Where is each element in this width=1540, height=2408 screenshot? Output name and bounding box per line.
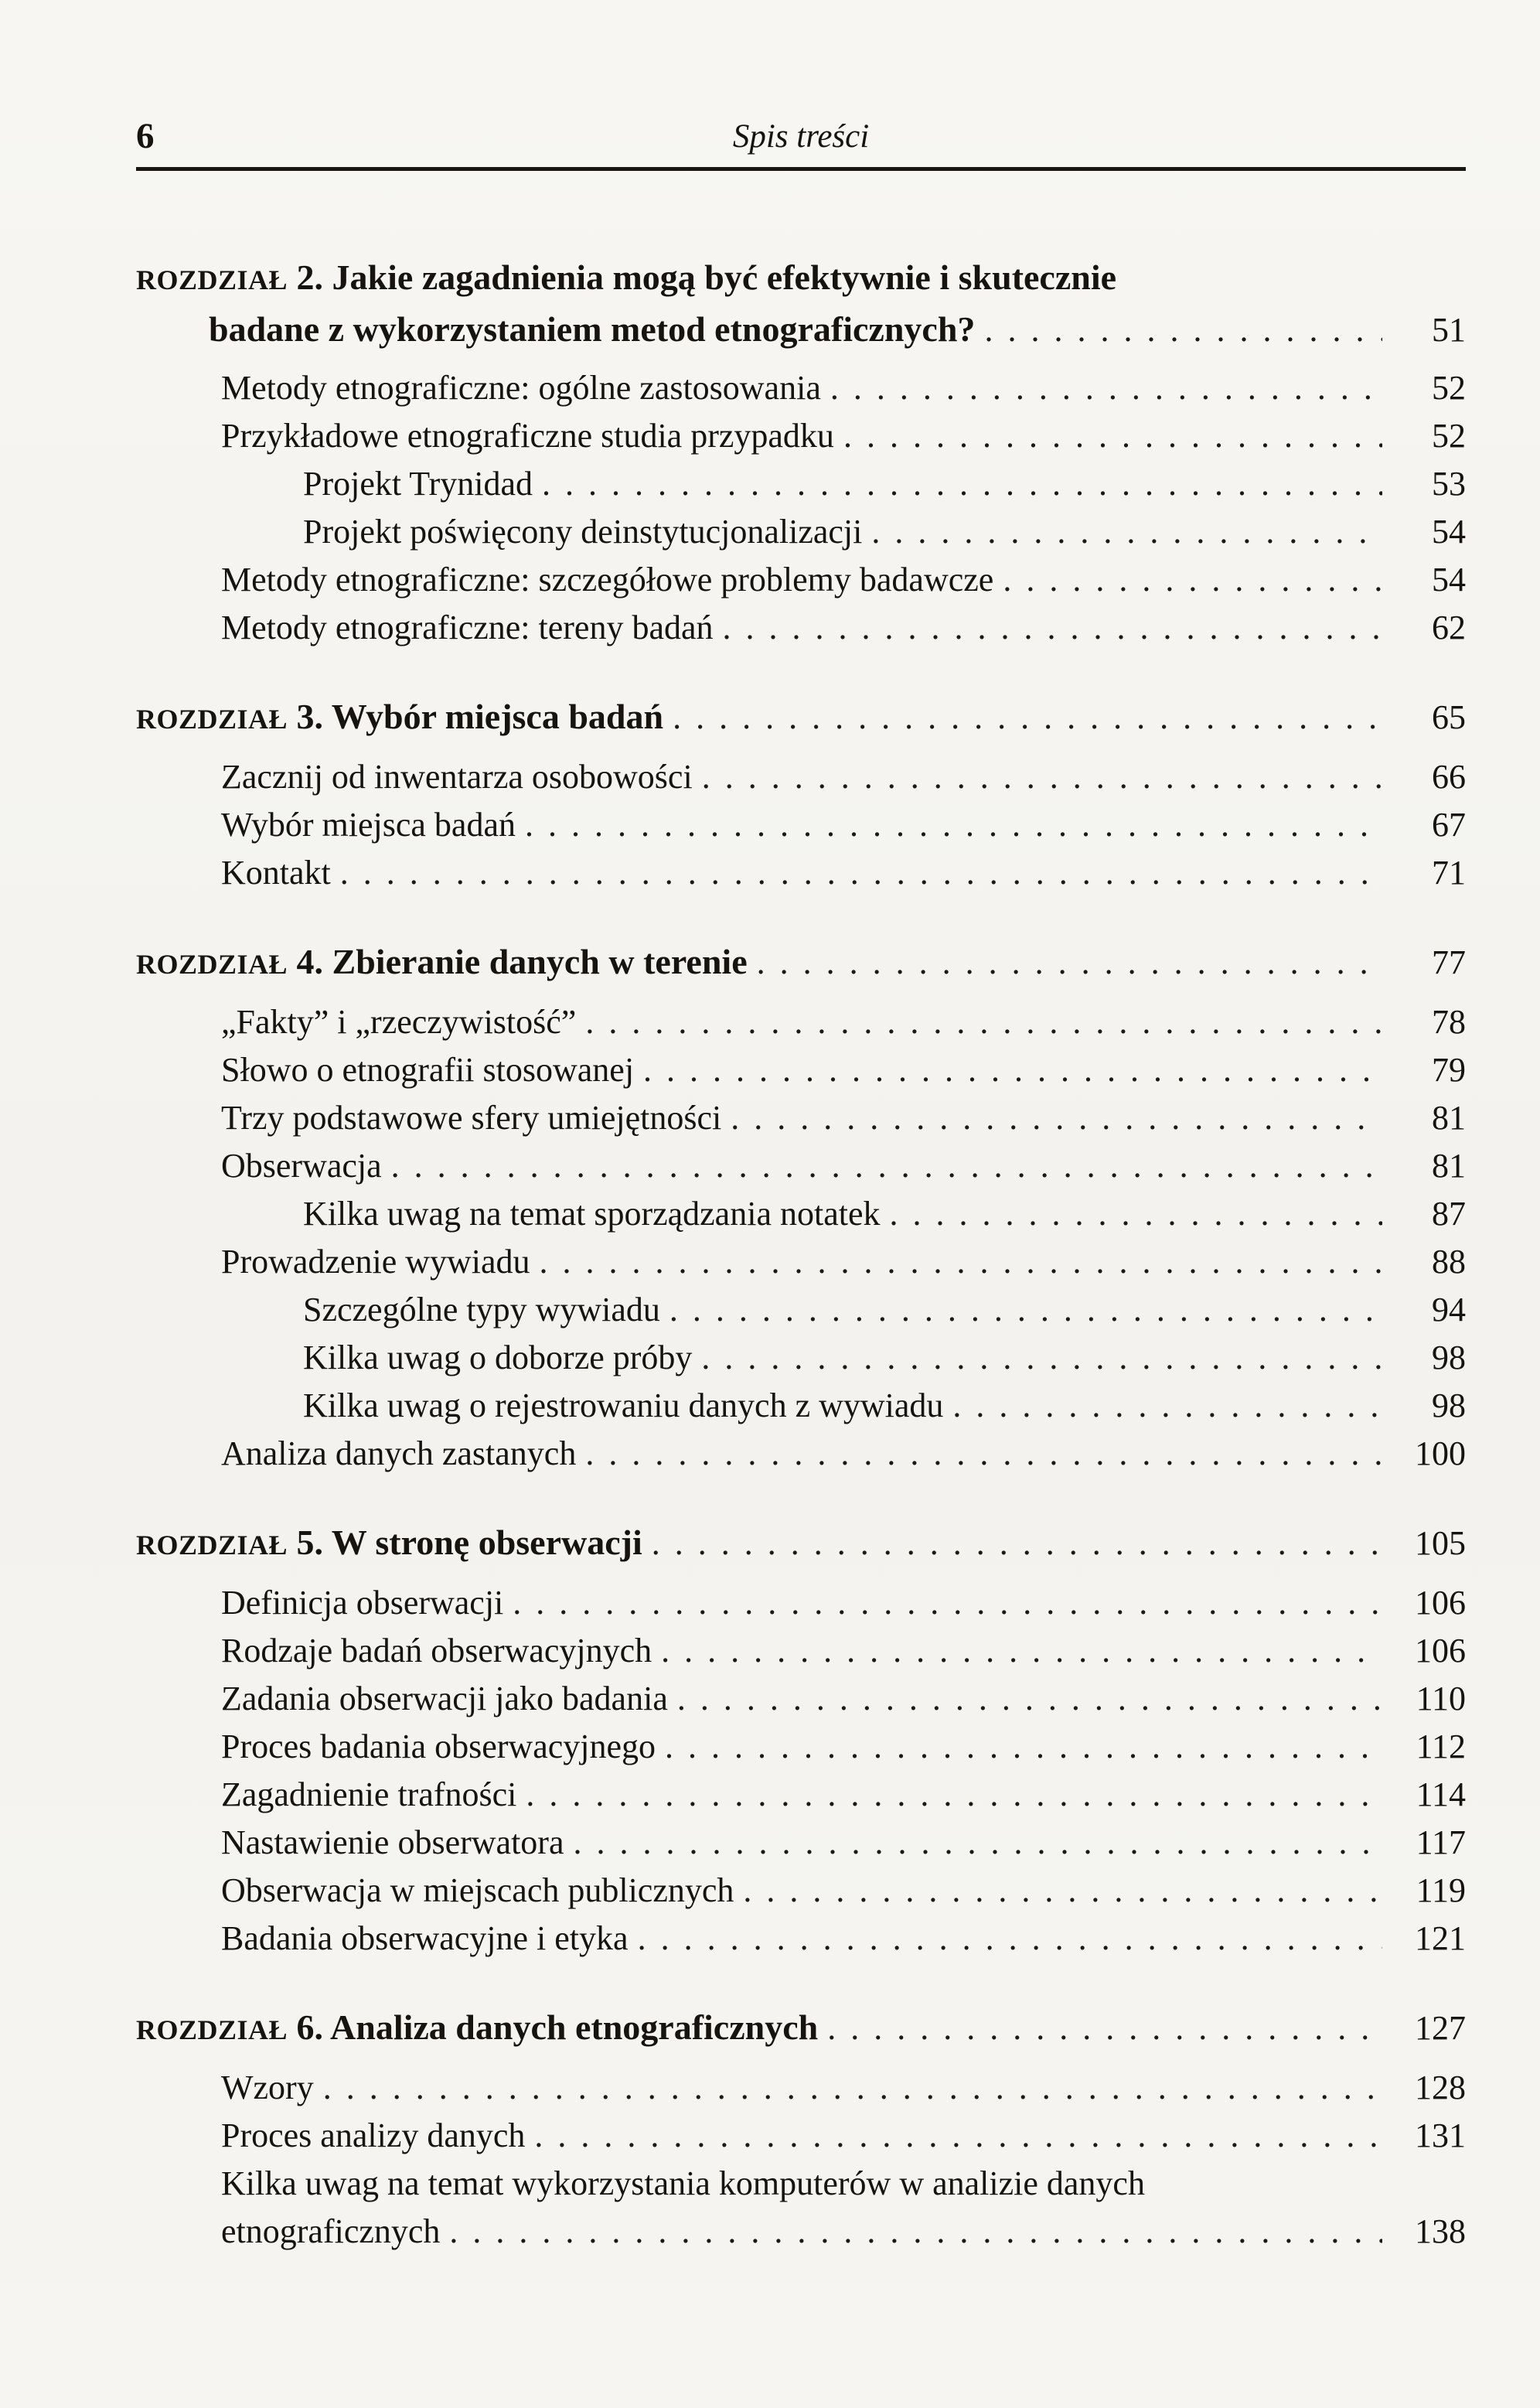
- toc-line: [136, 753, 1466, 801]
- page-ref: 127: [1415, 2009, 1466, 2047]
- toc-entry: [136, 604, 1466, 652]
- dot-leader: [449, 2208, 1382, 2256]
- entry-title: Proces analizy danych: [221, 2116, 526, 2154]
- running-title: Spis treści: [732, 118, 870, 155]
- dot-leader: [391, 1142, 1382, 1190]
- dot-leader: [525, 801, 1382, 849]
- toc-list: [136, 171, 1466, 2256]
- dot-leader: [701, 1334, 1382, 1382]
- dot-leader: [573, 1819, 1382, 1867]
- toc-line: [136, 1867, 1466, 1915]
- toc-line: [136, 1771, 1466, 1819]
- dot-leader: [542, 460, 1382, 508]
- toc-line: [136, 2160, 1466, 2208]
- toc-line: [136, 692, 1466, 744]
- chapter-number: 5.: [288, 1523, 332, 1562]
- chapter-title: ROZDZIAŁ 5. W stronę obserwacji: [136, 1523, 642, 1562]
- dot-leader: [723, 604, 1383, 652]
- dot-leader: [673, 693, 1382, 742]
- toc-entry: [136, 801, 1466, 849]
- entry-title: Słowo o etnografii stosowanej: [221, 1051, 635, 1089]
- page-ref: 131: [1415, 2116, 1466, 2154]
- toc-line: [136, 253, 1466, 305]
- toc-entry: [136, 1190, 1466, 1238]
- toc-entry: [136, 460, 1466, 508]
- dot-leader: [757, 938, 1382, 987]
- toc-entry: [136, 1771, 1466, 1819]
- page-ref: 79: [1432, 1051, 1466, 1089]
- entry-title: Kilka uwag na temat sporządzania notatek: [303, 1195, 881, 1233]
- toc-section: [136, 253, 1466, 652]
- page-ref: 67: [1432, 806, 1466, 844]
- toc-line: [136, 556, 1466, 604]
- dot-leader: [889, 1190, 1382, 1238]
- entry-title: Projekt Trynidad: [303, 465, 533, 503]
- entry-title: Szczególne typy wywiadu: [303, 1291, 660, 1328]
- entry-title: Kilka uwag o doborze próby: [303, 1339, 693, 1376]
- dot-leader: [652, 1519, 1382, 1568]
- dot-leader: [871, 508, 1382, 556]
- toc-entry: [136, 1915, 1466, 1963]
- entry-title: Kilka uwag na temat wykorzystania komputerów w analizie danych: [221, 2164, 1145, 2202]
- toc-line: [136, 1382, 1466, 1430]
- toc-line: [136, 1518, 1466, 1570]
- entry-title: etnograficznych: [221, 2212, 441, 2250]
- toc-entry: [136, 556, 1466, 604]
- toc-line: [136, 801, 1466, 849]
- toc-section: [136, 937, 1466, 1478]
- dot-leader: [743, 1867, 1382, 1915]
- toc-line: [136, 937, 1466, 989]
- page-ref: 106: [1415, 1584, 1466, 1622]
- toc-entry: [136, 998, 1466, 1046]
- toc-chapter-heading: [136, 692, 1466, 744]
- chapter-title: ROZDZIAŁ 3. Wybór miejsca badań: [136, 697, 664, 736]
- page-ref: 87: [1432, 1195, 1466, 1233]
- toc-section: [136, 2003, 1466, 2256]
- page-ref: 106: [1415, 1632, 1466, 1670]
- toc-line: [136, 412, 1466, 460]
- page-header: [136, 116, 1466, 158]
- toc-chapter-heading: [136, 2003, 1466, 2055]
- chapter-title: ROZDZIAŁ 2. Jakie zagadnienia mogą być efektywnie i skutecznie: [136, 258, 1117, 297]
- dot-leader: [843, 412, 1382, 460]
- dot-leader: [984, 305, 1382, 355]
- toc-line: [136, 1238, 1466, 1286]
- toc-line: [136, 2064, 1466, 2112]
- entry-title: Zadania obserwacji jako badania: [221, 1680, 668, 1717]
- toc-entry: [136, 1286, 1466, 1334]
- dot-leader: [827, 2004, 1382, 2053]
- toc-line: [136, 1286, 1466, 1334]
- entry-title: Projekt poświęcony deinstytucjonalizacji: [303, 513, 863, 551]
- toc-chapter-heading: [136, 253, 1466, 355]
- toc-line: [136, 1915, 1466, 1963]
- dot-leader: [1003, 556, 1382, 604]
- dot-leader: [669, 1286, 1382, 1334]
- chapter-kicker: ROZDZIAŁ: [136, 1530, 288, 1560]
- toc-line: [136, 2003, 1466, 2055]
- toc-entry: [136, 1238, 1466, 1286]
- chapter-title: badane z wykorzystaniem metod etnograficznych?: [209, 309, 976, 349]
- entry-title: Analiza danych zastanych: [221, 1434, 577, 1472]
- page-ref: 52: [1432, 417, 1466, 455]
- dot-leader: [731, 1094, 1382, 1142]
- toc-line: [136, 364, 1466, 412]
- entry-title: Wzory: [221, 2069, 314, 2106]
- toc-line: [136, 1046, 1466, 1094]
- toc-entry: [136, 508, 1466, 556]
- entry-title: Prowadzenie wywiadu: [221, 1243, 530, 1281]
- page-ref: 117: [1416, 1823, 1466, 1861]
- page-ref: 128: [1415, 2069, 1466, 2106]
- toc-line: [136, 1430, 1466, 1478]
- page-ref: 119: [1416, 1871, 1466, 1909]
- page-ref: 62: [1432, 609, 1466, 646]
- toc-entry: [136, 412, 1466, 460]
- dot-leader: [677, 1675, 1382, 1723]
- dot-leader: [585, 998, 1382, 1046]
- toc-entry: [136, 1819, 1466, 1867]
- page-ref: 98: [1432, 1339, 1466, 1376]
- toc-entry: [136, 1142, 1466, 1190]
- toc-entry: [136, 1382, 1466, 1430]
- page-ref: 114: [1416, 1775, 1466, 1813]
- toc-line: [136, 305, 1466, 355]
- page-ref: 88: [1432, 1243, 1466, 1281]
- dot-leader: [534, 2112, 1382, 2160]
- chapter-kicker: ROZDZIAŁ: [136, 704, 288, 735]
- dot-leader: [702, 753, 1382, 801]
- toc-entry: [136, 1723, 1466, 1771]
- page-ref: 71: [1432, 854, 1466, 892]
- entry-title: Trzy podstawowe sfery umiejętności: [221, 1099, 722, 1137]
- entry-title: Obserwacja: [221, 1147, 382, 1185]
- toc-entry: [136, 753, 1466, 801]
- toc-chapter-heading: [136, 937, 1466, 989]
- toc-entry: [136, 364, 1466, 412]
- toc-entry: [136, 2160, 1466, 2256]
- entry-title: Metody etnograficzne: ogólne zastosowania: [221, 369, 821, 407]
- toc-chapter-heading: [136, 1518, 1466, 1570]
- entry-title: Rodzaje badań obserwacyjnych: [221, 1632, 652, 1670]
- page-ref: 98: [1432, 1386, 1466, 1424]
- toc-entry: [136, 1046, 1466, 1094]
- dot-leader: [585, 1430, 1382, 1478]
- chapter-number: 2.: [288, 258, 332, 297]
- entry-title: Przykładowe etnograficzne studia przypadku: [221, 417, 834, 455]
- page-ref: 81: [1432, 1147, 1466, 1185]
- toc-entry: [136, 2112, 1466, 2160]
- toc-line: [136, 1579, 1466, 1627]
- toc-line: [136, 1627, 1466, 1675]
- toc-entry: [136, 1579, 1466, 1627]
- page-number: 6: [136, 116, 155, 156]
- page-ref: 54: [1432, 561, 1466, 599]
- dot-leader: [952, 1382, 1382, 1430]
- toc-line: [136, 2208, 1466, 2256]
- dot-leader: [513, 1579, 1382, 1627]
- page-ref: 66: [1432, 758, 1466, 796]
- entry-title: Badania obserwacyjne i etyka: [221, 1919, 629, 1957]
- toc-entry: [136, 1675, 1466, 1723]
- entry-title: Nastawienie obserwatora: [221, 1823, 564, 1861]
- dot-leader: [540, 1238, 1382, 1286]
- toc-line: [136, 460, 1466, 508]
- toc-line: [136, 1334, 1466, 1382]
- toc-entry: [136, 849, 1466, 897]
- toc-line: [136, 998, 1466, 1046]
- chapter-title: ROZDZIAŁ 6. Analiza danych etnograficznych: [136, 2007, 819, 2047]
- page-ref: 94: [1432, 1291, 1466, 1328]
- entry-title: Metody etnograficzne: tereny badań: [221, 609, 714, 646]
- page-ref: 65: [1432, 698, 1466, 736]
- toc-entry: [136, 1430, 1466, 1478]
- page-ref: 53: [1432, 465, 1466, 503]
- toc-line: [136, 1675, 1466, 1723]
- entry-title: Zacznij od inwentarza osobowości: [221, 758, 693, 796]
- dot-leader: [638, 1915, 1382, 1963]
- toc-line: [136, 1723, 1466, 1771]
- entry-title: Wybór miejsca badań: [221, 806, 516, 844]
- chapter-kicker: ROZDZIAŁ: [136, 949, 288, 980]
- dot-leader: [643, 1046, 1382, 1094]
- chapter-number: 4.: [288, 942, 332, 981]
- entry-title: Obserwacja w miejscach publicznych: [221, 1871, 734, 1909]
- toc-line: [136, 1819, 1466, 1867]
- dot-leader: [526, 1771, 1382, 1819]
- entry-title: Kontakt: [221, 854, 331, 892]
- dot-leader: [323, 2064, 1382, 2112]
- toc-section: [136, 692, 1466, 897]
- dot-leader: [830, 364, 1382, 412]
- entry-title: „Fakty” i „rzeczywistość”: [221, 1003, 577, 1041]
- entry-title: Definicja obserwacji: [221, 1584, 504, 1622]
- page-ref: 54: [1432, 513, 1466, 551]
- page-ref: 77: [1432, 943, 1466, 981]
- toc-line: [136, 1142, 1466, 1190]
- entry-title: Metody etnograficzne: szczegółowe problemy badawcze: [221, 561, 994, 599]
- entry-title: Zagadnienie trafności: [221, 1775, 517, 1813]
- toc-line: [136, 1190, 1466, 1238]
- page-ref: 81: [1432, 1099, 1466, 1137]
- dot-leader: [661, 1627, 1382, 1675]
- toc-entry: [136, 1627, 1466, 1675]
- entry-title: Proces badania obserwacyjnego: [221, 1728, 656, 1765]
- page-ref: 110: [1416, 1680, 1466, 1717]
- toc-entry: [136, 2064, 1466, 2112]
- page-ref: 105: [1415, 1524, 1466, 1562]
- page-ref: 51: [1432, 311, 1466, 349]
- dot-leader: [340, 849, 1382, 897]
- toc-entry: [136, 1867, 1466, 1915]
- page-ref: 121: [1415, 1919, 1466, 1957]
- dot-leader: [665, 1723, 1382, 1771]
- page-ref: 100: [1415, 1434, 1466, 1472]
- chapter-number: 3.: [288, 697, 332, 736]
- toc-entry: [136, 1334, 1466, 1382]
- toc-line: [136, 604, 1466, 652]
- chapter-kicker: ROZDZIAŁ: [136, 264, 288, 295]
- chapter-kicker: ROZDZIAŁ: [136, 2014, 288, 2045]
- toc-section: [136, 1518, 1466, 1963]
- page-ref: 78: [1432, 1003, 1466, 1041]
- page-ref: 138: [1415, 2212, 1466, 2250]
- toc-entry: [136, 1094, 1466, 1142]
- chapter-number: 6.: [288, 2007, 331, 2047]
- toc-line: [136, 508, 1466, 556]
- page-ref: 112: [1416, 1728, 1466, 1765]
- page-ref: 52: [1432, 369, 1466, 407]
- toc-line: [136, 2112, 1466, 2160]
- entry-title: Kilka uwag o rejestrowaniu danych z wywiadu: [303, 1386, 944, 1424]
- toc-line: [136, 849, 1466, 897]
- chapter-title: ROZDZIAŁ 4. Zbieranie danych w terenie: [136, 942, 748, 981]
- toc-line: [136, 1094, 1466, 1142]
